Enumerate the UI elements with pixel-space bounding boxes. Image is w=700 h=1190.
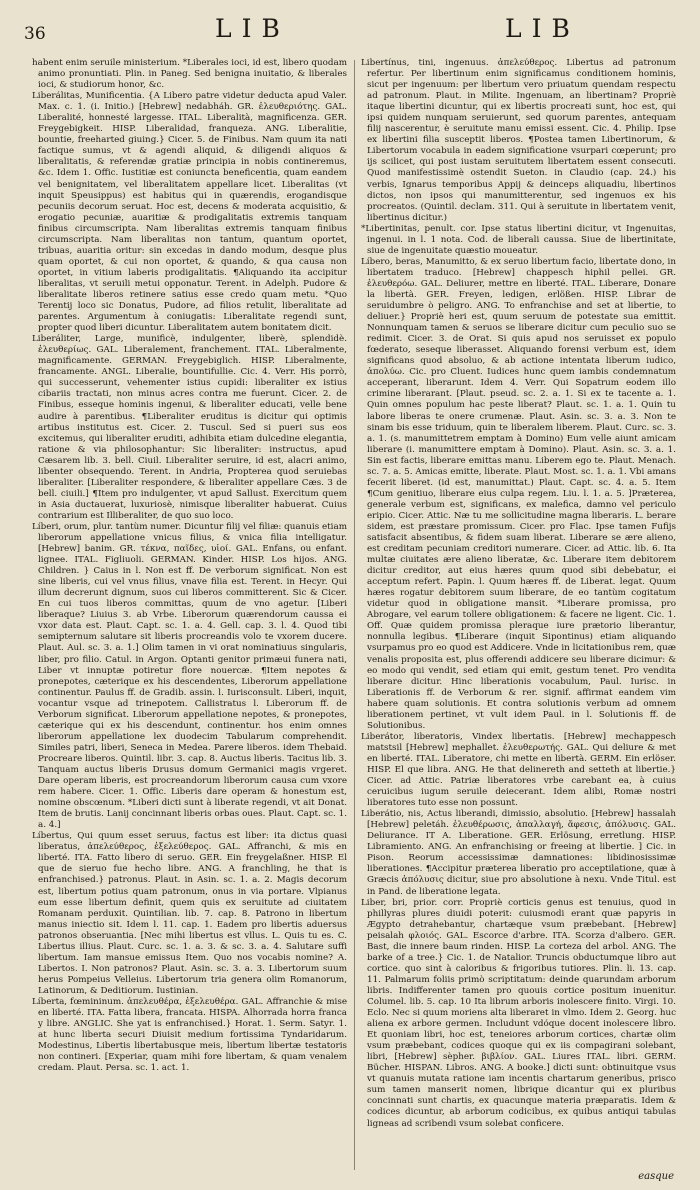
right-running-head: LIB xyxy=(505,14,580,43)
entry-liberta: Líberta, fœmininum. ἀπελευθέρα, ἐξελευθέρα. GAL. Affranchie & mise en liberté. ITA. Fatta libera, francata. HISPA. Alhorrada horra franca y libre. ANGLIC. She yat is enfranchised.} Horat. 1. Serm. Satyr. 1. at hunc liberta securi Diuisit medium fortissima Tyndaridarum. Modestinus, Libertis libertabusque meis, libertum libertæ testatoris non contineri. [Experiar, quam mihi fore libertam, & quam venalem credam. Plaut. Persa. sc. 1. act. 1. xyxy=(32,996,347,1074)
entry-libertus: Líbertus, Qui quum esset seruus, factus est liber: ita dictus quasi liberatus, ἀπελεύθερος, ἐξελεύθερος. GAL. Affranchi, & mis en liberté. ITA. Fatto libero di seruo. GER. Ein freygelaßner. HISP. El que de sieruo fue hecho libre. ANG. A franchling, he that is enfranchised.} patronus. Plaut. in Asin. sc. 1. a. 2. Magis decorum est, libertum potius quam patronum, onus in via portare. Vlpianus eum esse libertum definit, quem quis ex seruitute ad ciuitatem Romanam perduxit. Quintilian. lib. 7. cap. 8. Patrono in libertum manus iniectio sit. Idem l. 11. cap. 1. Eadem pro libertis aduersus patronos obseruantia. [Nec mihi libertus est vllus. L. Quis tu es. C. Libertus illius. Plaut. Curc. sc. 1. a. 3. & sc. 3. a. 4. Salutare suffi libertum. Iam mansue emissus Item. Quo nos vocabis nomine? A. Libertos. I. Non patronos? Plaut. Asin. sc. 3. a. 3. Libertorum suum herus Pompeius Velleius. Libertorum tria genera olim Romanorum, Latinorum, & Deditiorum. Iustinian. xyxy=(32,831,347,996)
entry-libertinus: Libertínus, tini, ingenuus. ἀπελεύθερος. Libertus ad patronum refertur. Per libertinum enim significamus conditionem hominis, sicut per ingenuum: per libertum vero priuatum quendam respectu ad patronum. Plaut. in Milite. Ingenuam, an libertinam? Propriè itaque libertini dicuntur, qui ex libertis procreati sunt, hoc est, qui ipsi quidem nunquam seruierunt, sed quorum parentes, antequam filij nascerentur, è seruitute manu emissi essent. Cic. 4. Philip. Ipse ex libertini filia susceptit liberos. ¶Postea tamen Libertinorum, & Libertorum vocabula in eadem significatione vsurpari cœperunt; pro ijs scilicet, qui post iustam seruitutem libertatem essent consecuti. Quod manifestissimè ostendit Sueton. in Claudio (cap. 24.) his verbis, Ignarus temporibus Appij & deinceps aliquadiu, libertinos dictos, non ipsos qui manumitterentur, sed ingenuos ex his procreatos. (Quintil. declam. 311. Qui à seruitute in libertatem venit, libertinus dicitur.) xyxy=(361,58,676,223)
catchword: easque xyxy=(638,1171,674,1182)
entry-liberalitas: Liberálitas, Munificentia. {A Libero patre videtur deducta apud Valer. Max. c. 1. (i. Initio.) [Hebrew] nedabháh. GR. ἐλευθεριότης. GAL. Liberalité, honnesté largesse. ITAL. Liberalità, magnificenza. GER. Freygebigkeit. HISP. Liberalidad, franqueza. ANG. Liberalitie, bountie, freeharted giuing.} Cicer. 5. de Finibus. Nam quum ita nati factique sumus, vt & agendi aliquid, & diligendi aliquos & liberalitatis, & referendæ gratiæ principia in nobis contineremus, &c. Idem 1. Offic. Iustitiæ est coniuncta beneficentia, quam eandem vel benignitatem, vel liberalitatem appellare licet. Liberalitas (vt inquit Speusippus) est habitus qui in quærendis, erogandisque pecuniis decorum seruat. Hoc est, decens & moderata acquisitio, & erogatio pecuniæ, auaritiæ & prodigalitatis extremis tanquam finibus circumscripta. Nam liberalitas extremis tanquam finibus circumscripta. Nam liberalitas non tantum, quantum oportet, tribuas, auaritia oritur: sin excedas in dando modum, desque plus quam oportet, & cui non oportet, & quando, & qua causa non oportet, in vitium laberis prodigalitatis. ¶Aliquando ita accipitur liberalitas, vt seruili metui opponatur. Terent. in Adelph. Pudore & liberalitate liberos retinere satius esse credo quam metu. *Quo Terentij loco sic Donatus, Pudore, ad filios retulit, liberalitate ad parentes. Argumentum à coniugatis: Liberalitate regendi sunt, propter quod liberi dicuntur. Liberalitatem autem bonitatem dicit. xyxy=(32,91,347,334)
entry-liberatio: Liberátio, nis, Actus liberandi, dimissio, absolutio. [Hebrew] hassalah [Hebrew] peletáh. ἐλευθέρωσις, ἀπαλλαγή, ἄφεσις, ἀπόλυσις. GAL. Deliurance. IT A. Liberatione. GER. Erlösung, erretlung. HISP. Libramiento. ANG. An enfranchising or freeing at libertie. ] Cic. in Pison. Reorum accessissimæ damnationes: libidinosissimæ liberationes. ¶Accipitur præterea liberatio pro acceptilatione, quæ à Græcis ἀπόλυσις dicitur, siue pro absolutione à nexu. Vnde Titul. est in Pand. de liberatione legata. xyxy=(361,809,676,897)
entry-libertinitas: *Libertinitas, penult. cor. Ipse status libertini dicitur, vt Ingenuitas, ingenui. in l. 1 nota. Cod. de liberali caussa. Siue de libertinitate, siue de ingenuitate quæstio moueatur. xyxy=(361,223,676,256)
entry-liberaliter: Liberáliter, Large, munificè, indulgenter, liberè, splendidè. ἐλευθερίως. GAL. Liberalement, franchement. ITAL. Liberalmente, magnificamente. GERMAN. Freygebiglich. HISP. Liberalmente, francamente. ANGL. Liberalie, bountifullie. Cic. 4. Verr. His porrò, qui successerunt, vehementer istius cupidi: liberaliter ex istius cibariis tractati, non minus acres contra me fuerunt. Cicer. 2. de Finibus, esseque hominis ingenui, & liberaliter educati, velle bene audire à parentibus. ¶Liberaliter eruditus is dicitur qui optimis artibus institutus est. Cicer. 2. Tuscul. Sed si pueri sus eos excitemus, qui liberaliter eruditi, adhibita etiam dulcedine elegantia, ratione & via philosophantur: Sic liberaliter: instructus, apud Cæsarem lib. 3. bell. Ciuil. Liberaliter seruire, id est, alacri animo, libenter obsequendo. Terent. in Andria, Propterea quod seruiebas liberaliter. [Liberaliter respondere, & liberaliter appellare Cæs. 3 de bell. ciuili.] ¶Item pro indulgenter, vt apud Sallust. Exercitum quem in Asia ductauerat, luxuriosè, nimisque liberaliter habuerat. Cuius contrarium est Illiberaliter, de quo suo loco. xyxy=(32,334,347,521)
column-divider xyxy=(354,60,355,1170)
running-header xyxy=(0,8,700,52)
entry-liberator: Liberátor, liberatoris, Vindex libertatis. [Hebrew] mechappesch matstsil [Hebrew] mephallet. ἐλευθερωτής. GAL. Qui deliure & met en liberté. ITAL. Liberatore, chi mette en libertà. GERM. Ein erlöser. HISP. El que libra. ANG. He that delinereth and setteth at libertie.} Cicer. ad Attic. Patriæ liberatores vrbe carebant ea, à cuius ceruicibus iugum seruile deiecerant. Idem alibi, Romæ nostri liberatores tuto esse non possunt. xyxy=(361,731,676,809)
left-column xyxy=(32,58,347,1176)
left-running-head: LIB xyxy=(215,14,290,43)
entry-libero: Líbero, beras, Manumitto, & ex seruo libertum facio, libertate dono, in libertatem traduco. [Hebrew] chappesch hiphil pellei. GR. ἐλευθερόω. GAL. Deliurer, mettre en liberté. ITAL. Liberare, Donare la libertà. GER. Freyen, ledigen, erlößen. HISP. Librar de seruidumbre ò peligro. ANG. To enfranchise and set at libertie, to deliuer.} Propriè heri est, quum seruum de potestate sua emittit. Nonnunquam tamen & seruos se liberare dicitur cum peculio suo se redimit. Cicer. 3. de Orat. Si quis apud nos seruisset ex populo fœderato, seseque liberasset. Aliquando forensi verbum est, idem significans quod absoluo, & ab actione intentata liberum iudico, ἀπολύω. Cic. pro Cluent. Iudices hunc quem iambis condemnatum acceperant, liberarunt. Idem 4. Verr. Qui Sopatrum eodem illo crimine liberarant. [Plaut. pseud. sc. 2. a. 1. Si ex te tacente a. 1. Quin omnes populum hac peste liberat? Plaut. sc. 1. a. 1. Quin tu labore liberas te onere crumenæ. Plaut. Asin. sc. 3. a. 3. Non te sinam bis esse triduum, quin te liberalem liberem. Plaut. Curc. sc. 3. a. 1. (s. manumittetrem emptam à Domino) Eum velle aiunt amicam liberare (i. manumittere emptam à Domino). Plaut. Asin. sc. 3. a. 1. Sin est factis, liberare emittas manu. Liberem ego te. Plaut. Menach. sc. 7. a. 5. Amicas emitte, liberate. Plaut. Most. sc. 1. a. 1. Vbi amans fecerit liberet. (id est, manumittat.) Plaut. Capt. sc. 4. a. 5. Item ¶Cum genitiuo, liberare eius culpa regem. Liu. l. 1. a. 5. ]Præterea, generale verbum est, significans, ex malefica, damno vel periculo eripio. Cicer. Attic. Næ tu me sollicitudine magna liberaris. L. berare sidem, est præstare promissum. Cicer. pro Flac. Ipse tamen Fufijs satisfacit absentibus, & fidem suam liberat. Liberare se ære alieno, est creditam pecuniam creditori numerare. Cicer. ad Attic. lib. 6. Ita multæ ciuitates ære alieno liberatæ, &c. Liberare item debitorem dicitur creditor, aut eius hæres quum quod sibi debebatur, ei acceptum refert. Papin. l. Quum hæres ff. de Liberat. legat. Quum hæres rogatur debitorem suum liberare, de eo tantùm cogitatum videtur quod in obligatione mansit. *Liberare promissa, pro Abrogare, vel earum tollere obligationem: & facere ne ligent. Cic. 1. Off. Quæ quidem promissa pleraque iure prætorio liberantur, nonnulla legibus. ¶Liberare (inquit Sipontinus) etiam aliquando vsurpamus pro eo quod est Addicere. Vnde in licitationibus rem, quæ venalis proposita est, plus offerendi addicere seu liberare dicimur: & eo modo qui vendit, sed etiam qui emit, gestum tenet. Pro vendita liberare dicitur. Hinc liberationis vocabulum, Paul. Iurisc. in Liberationis ff. de Verborum & rer. signif. affirmat eandem vim habere quam solutionis. Et contra solutionis verbum ad omnem liberationem pertinet, vt vult idem Paul. in l. Solutionis ff. de Solutionibus. xyxy=(361,256,676,731)
right-column xyxy=(361,58,676,1176)
page-number: 36 xyxy=(24,24,46,44)
entry-liber: Liber, bri, prior. corr. Propriè corticis genus est tenuius, quod in phillyras plures diuidi poterit: cuiusmodi erant quæ papyris in Ægypto detrahebantur, chartæque vsum præbebant. [Hebrew] peisalah φλοιός. GAL. Escorce d'arbre. ITA. Scorza d'albero. GER. Bast, die innere baum rinden. HISP. La corteza del arbol. ANG. The barke of a tree.} Cic. 1. de Natalior. Truncis obductumque libro aut cortice. quo sint à caloribus & frigoribus tutiores. Plin. li. 13. cap. 11. Palmarum foliis primò scriptitatum: deinde quarundam arborum libris. Indifferenter tamen pro quouis cortice positum inuenitur. Columel. lib. 5. cap. 10 Ita librum arboris inolescere finito. Virgi. 10. Eclo. Nec si quum moriens alta liberaret in vlmo. Idem 2. Georg. huc aliena ex arbore germen. Includunt vdóque docent inolescere libro. Et quoniam libri, hoc est, teneiores arborum cortices, chartæ olim vsum præbebant, codices quoque qui ex iis compagirani solebant, libri, [Hebrew] sèpher. βιβλίον. GAL. Liures ITAL. libri. GERM. Bücher. HISPAN. Libros. ANG. A booke.] dicti sunt: obtinuitque vsus vt quanuis mutata ratione iam incentis chartarum generibus, prisco sum tamen manserit nomen, librique dicantur qui ex pluribus concinnati sunt chartis, ex quacunque materia præparatis. Idem & codices dicuntur, ab arborum codicibus, ex quibus antiqui tabulas ligneas ad scribendi vsum solebat conficere. xyxy=(361,897,676,1129)
entry-liberi: Líberi, orum, plur. tantùm numer. Dicuntur filij vel filiæ: quanuis etiam liberorum appellatione vnicus filius, & vnica filia intelligatur. [Hebrew] banim. GR. τέκνα, παῖδες, υἱοί. GAL. Enfans, ou enfant. lignee. ITAL. Figliuoli. GERMAN. Kinder. HISP. Los hijos. ANG. Children. } Caius in l. Non est ff. De verborum significat. Non est sine liberis, cui vel vnus filius, vnave filia est. Terent. in Hecyr. Qui illum decrerunt dignum, suos cui liberos committerent. Sic & Cicer. En cui tuos liberos committas, quum de vno agetur. [Liberi liberaque? Liuius 3. ab Vrbe. Liberorum quærendorum caussa ei vxor data est. Plaut. Capt. sc. 1. a. 4. Gell. cap. 3. l. 4. Quod tibi semipternum salutare sit liberis procreandis volo te vxorem ducere. Plaut. Aul. sc. 3. a. 1.] Olim tamen in vi orat nominatiuus singularis, liber, pro filio. Catul. in Argon. Optanti genitor primæui funera nati, Liber vt innuptæ potiretur flore nouercæ. ¶Item nepotes & pronepotes, cæterique ex his descendentes, Liberorum appellatione continentur. Paulus ff. de Gradib. assin. l. Iurisconsult. Liberi, inquit, vocantur vsque ad trinepotem. Callistratus l. Liberorum ff. de Verborum significat. Liberorum appellatione nepotes, & pronepotes, cæterique qui ex his descendunt, continentur. hos enim omnes liberorum appellatione lex duodecim Tabularum comprehendit. Similes patri, liberi, Seneca in Medea. Parere liberos. idem Thebaid. Procreare liberos. Quintil. libr. 3. cap. 8. Auctus liberis. Tacitus lib. 3. Tanquam auctus liberis Drusus domum Germanici magis vrgeret. Dare operam liberis, est procreandorum liberorum causa cum vxore rem habere. Cicer. 1. Offic. Liberis dare operam & honestum est, nomine obscœnum. *Liberi dicti sunt à liberate regendi, vt ait Donat. Item de brutis. Lanij concinnant liberis orbas oues. Plaut. Capt. sc. 1. a. 4.] xyxy=(32,521,347,831)
entry-liberales-ioci: habent enim seruile ministerium. *Liberales ioci, id est, libero quodam animo pronuntiati. Plin. in Paneg. Sed benigna inuitatio, & liberales ioci, & studiorum honor, &c. xyxy=(32,58,347,91)
